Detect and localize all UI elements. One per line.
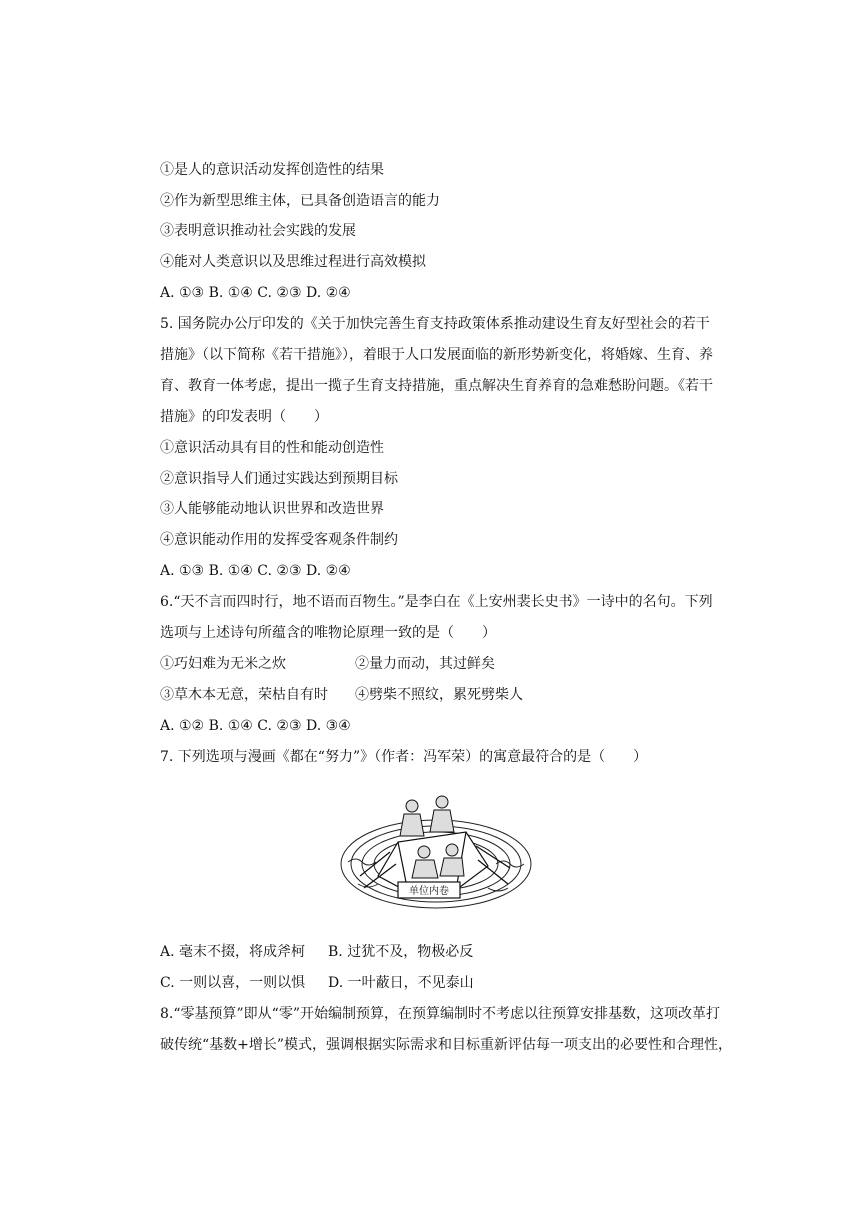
q6-items-row-2 [160, 686, 523, 704]
q6-stem-line-1: 6.“天不言而四时行，地不语而百物生。”是李白在《上安州裴长史书》一诗中的名句。下列 [160, 594, 713, 610]
q7-stem: 7. 下列选项与漫画《都在“努力”》（作者：冯军荣）的寓意最符合的是（ ） [160, 749, 648, 765]
q7-option-d: D. 一叶蔽日，不见泰山 [328, 975, 474, 991]
q5-item-1: ①意识活动具有目的性和能动创造性 [160, 440, 384, 456]
q6-stem-line-2: 选项与上述诗句所蕴含的唯物论原理一致的是（ ） [160, 625, 496, 641]
q5-stem-line-2: 措施》（以下简称《若干措施》），着眼于人口发展面临的新形势新变化，将婚嫁、生育、养 [160, 347, 713, 363]
q6-item-3: ③草木本无意，荣枯自有时 [160, 687, 328, 703]
q4-item-2: ②作为新型思维主体，已具备创造语言的能力 [160, 193, 440, 209]
q4-options: A. ①③ B. ①④ C. ②③ D. ②④ [160, 285, 351, 301]
q5-item-2: ②意识指导人们通过实践达到预期目标 [160, 471, 398, 487]
q7-options-row-2 [160, 974, 474, 992]
q7-options-row-1 [160, 943, 473, 961]
q5-item-3: ③人能够能动地认识世界和改造世界 [160, 501, 384, 517]
q8-stem-line-1: 8.“零基预算”即从“零”开始编制预算，在预算编制时不考虑以往预算安排基数，这项改革打 [160, 1006, 720, 1022]
q7-option-b: B. 过犹不及，物极必反 [328, 944, 474, 960]
q5-item-4: ④意识能动作用的发挥受客观条件制约 [160, 532, 398, 548]
q4-item-4: ④能对人类意识以及思维过程进行高效模拟 [160, 254, 426, 270]
q5-options: A. ①③ B. ①④ C. ②③ D. ②④ [160, 563, 351, 579]
q6-item-1: ①巧妇难为无米之炊 [160, 656, 286, 672]
q6-items-row-1 [160, 655, 495, 673]
q4-item-3: ③表明意识推动社会实践的发展 [160, 223, 356, 239]
q5-stem-line-1: 5. 国务院办公厅印发的《关于加快完善生育支持政策体系推动建设生育友好型社会的若干 [160, 316, 710, 332]
q6-item-2: ②量力而动，其过鲜矣 [355, 656, 495, 672]
q6-item-4: ④劈柴不照纹，累死劈柴人 [355, 687, 523, 703]
q8-stem-line-2: 破传统“基数+增长”模式，强调根据实际需求和目标重新评估每一项支出的必要性和合理性， [160, 1037, 733, 1053]
q6-options: A. ①② B. ①④ C. ②③ D. ③④ [160, 718, 351, 734]
cartoon-label: 单位内卷 [409, 886, 449, 897]
q4-item-1: ①是人的意识活动发挥创造性的结果 [160, 162, 384, 178]
cartoon-illustration [338, 784, 534, 912]
q7-option-c: C. 一则以喜，一则以惧 [160, 975, 306, 991]
q5-stem-line-4: 措施》的印发表明（ ） [160, 409, 328, 425]
q5-stem-line-3: 育、教育一体考虑，提出一揽子生育支持措施，重点解决生育养育的急难愁盼问题。《若干 [160, 378, 713, 394]
q7-option-a: A. 毫末不掇，将成斧柯 [160, 944, 306, 960]
